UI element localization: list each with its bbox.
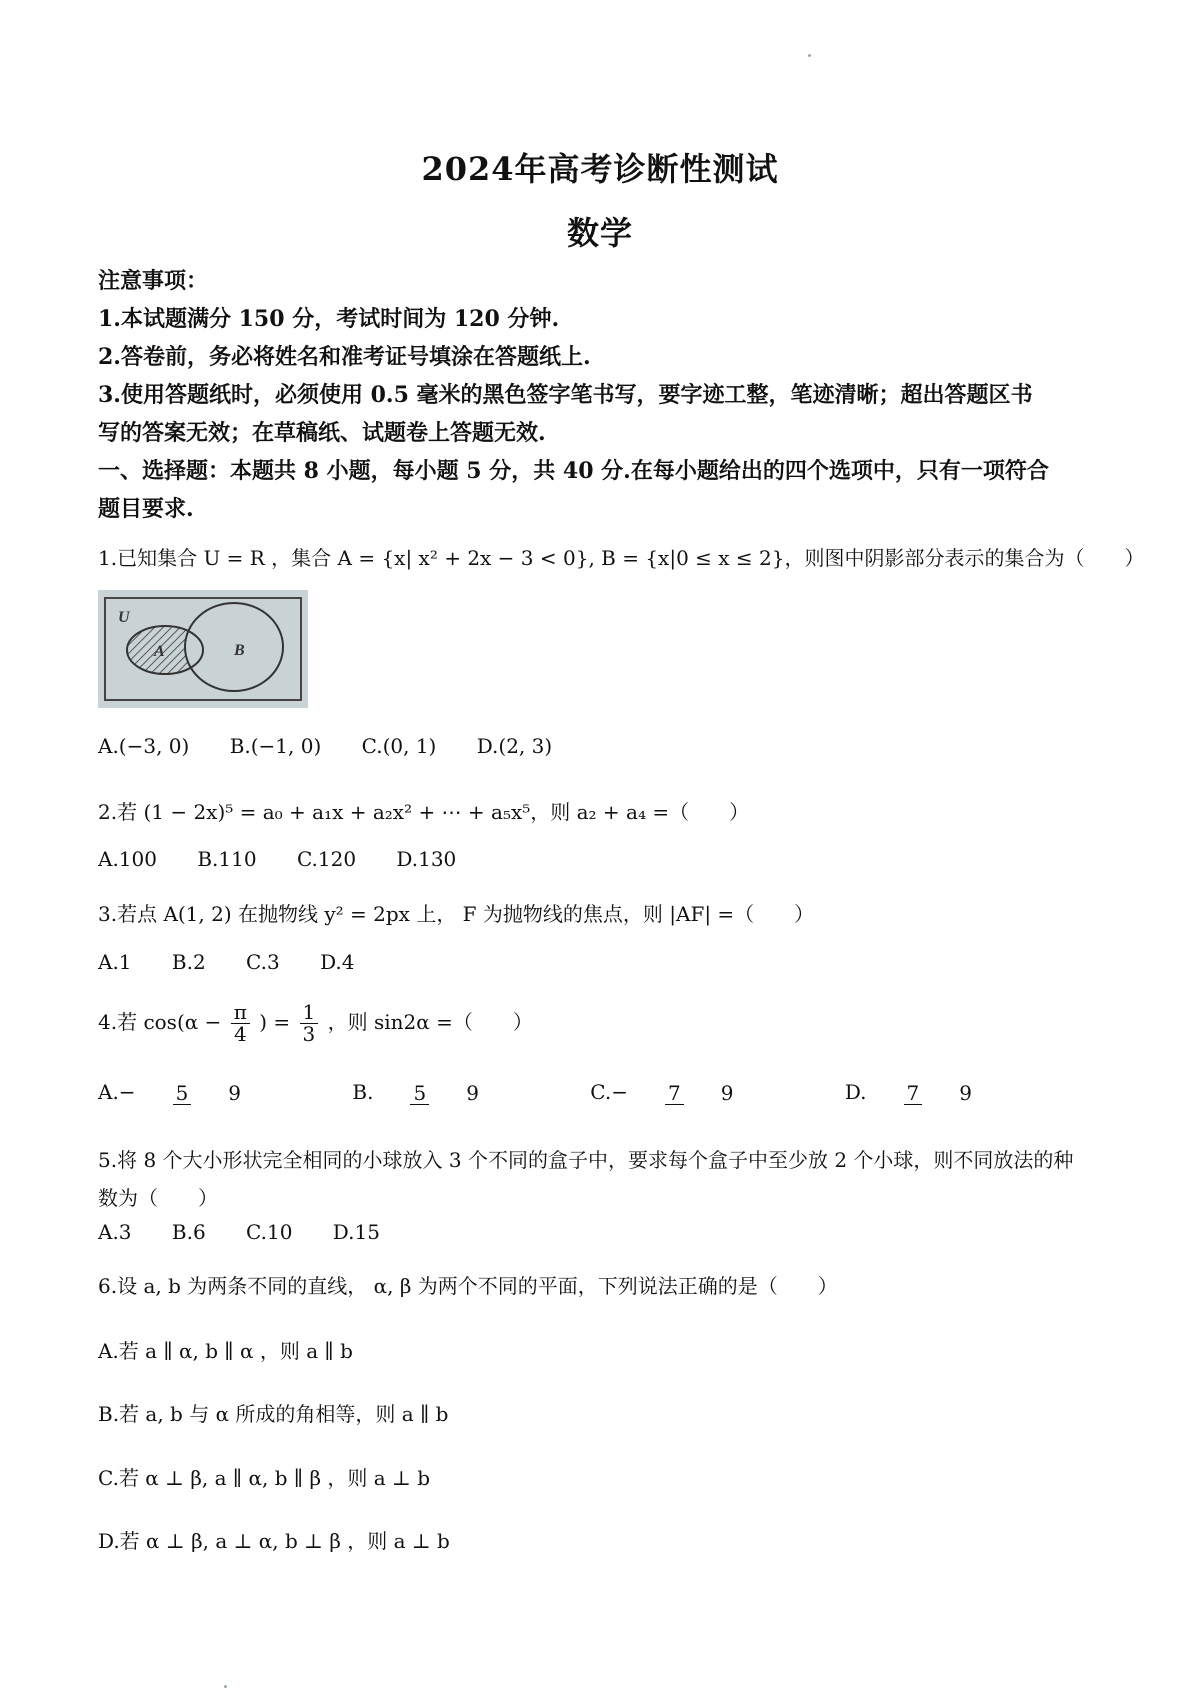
option-d-label: D. — [844, 1080, 867, 1104]
option-a: A.3 — [98, 1220, 132, 1244]
option-a-numerator: 5 — [173, 1083, 192, 1105]
option-b-label: B. — [352, 1080, 374, 1104]
question-1-options — [98, 734, 586, 758]
option-a — [98, 1080, 312, 1105]
option-b: B.(−1, 0) — [229, 734, 322, 758]
option-a-fraction — [173, 1080, 278, 1105]
q4-rhs-numerator: 1 — [300, 1002, 319, 1024]
exam-subject: 数学 — [566, 214, 633, 252]
option-c: C.3 — [246, 950, 280, 974]
scan-speck — [224, 1685, 227, 1688]
question-6-option-a: A.若 a ∥ α, b ∥ α ，则 a ∥ b — [98, 1339, 353, 1363]
q4-suffix: ，则 sin2α =（ ） — [327, 1010, 533, 1034]
q4-pi-denominator: 4 — [233, 1022, 247, 1046]
question-2-stem: 2.若 (1 − 2x)⁵ = a₀ + a₁x + a₂x² + ⋯ + a₅x⁵，则 a₂ + a₄ =（ ） — [98, 800, 750, 824]
option-b: B.6 — [171, 1220, 206, 1244]
option-c — [590, 1080, 804, 1105]
label-a: A — [154, 643, 165, 660]
question-5-line-1: 5.将 8 个大小形状完全相同的小球放入 3 个不同的盒子中，要求每个盒子中至少放 2 个小球，则不同放法的种 — [98, 1148, 1074, 1172]
question-6-option-d: D.若 α ⊥ β, a ⊥ α, b ⊥ β ，则 a ⊥ b — [98, 1529, 450, 1553]
option-b: B.2 — [171, 950, 206, 974]
exam-title: 2024年高考诊断性测试 — [421, 150, 779, 188]
question-5-options — [98, 1220, 414, 1244]
option-b-denominator: 9 — [466, 1080, 479, 1105]
notice-item-3-line-1: 3.使用答题纸时，必须使用 0.5 毫米的黑色签字笔书写，要字迹工整，笔迹清晰；超出答题区书 — [98, 382, 1033, 408]
option-c-numerator: 7 — [665, 1083, 684, 1105]
venn-diagram — [98, 590, 308, 708]
notice-item-2: 2.答卷前，务必将姓名和准考证号填涂在答题纸上. — [98, 344, 591, 370]
question-3-stem: 3.若点 A(1, 2) 在抛物线 y² = 2px 上， F 为抛物线的焦点，则 |AF| =（ ） — [98, 902, 815, 926]
option-d: D.(2, 3) — [476, 734, 553, 758]
question-3-options — [98, 950, 388, 974]
question-6-stem: 6.设 a, b 为两条不同的直线， α, β 为两个不同的平面，下列说法正确的是（ ） — [98, 1274, 838, 1298]
option-a: A.1 — [98, 950, 132, 974]
option-a-label: A.− — [98, 1080, 136, 1104]
label-u: U — [118, 609, 130, 626]
option-b: B.110 — [197, 847, 257, 871]
option-b — [352, 1080, 550, 1105]
question-6-option-c: C.若 α ⊥ β, a ∥ α, b ∥ β ，则 a ⊥ b — [98, 1466, 430, 1490]
option-c-fraction — [665, 1080, 770, 1105]
section-heading-line-2: 题目要求. — [98, 496, 194, 522]
option-d-numerator: 7 — [904, 1083, 923, 1105]
option-d — [845, 1080, 1043, 1105]
q4-pi-numerator: π — [231, 1002, 250, 1024]
q4-pi-fraction — [231, 1002, 250, 1045]
option-b-numerator: 5 — [410, 1083, 429, 1105]
notice-heading: 注意事项： — [98, 268, 209, 294]
label-b: B — [234, 642, 245, 659]
q4-mid: ) = — [259, 1010, 291, 1034]
question-6-option-b: B.若 a, b 与 α 所成的角相等，则 a ∥ b — [98, 1402, 449, 1426]
question-5-line-2: 数为（ ） — [98, 1186, 218, 1210]
option-d-denominator: 9 — [959, 1080, 972, 1105]
option-c: C.10 — [246, 1220, 293, 1244]
option-a: A.100 — [98, 847, 157, 871]
option-c: C.(0, 1) — [361, 734, 437, 758]
option-d-fraction — [904, 1080, 1009, 1105]
q4-prefix: 4.若 cos(α − — [98, 1010, 222, 1034]
notice-item-3-line-2: 写的答案无效；在草稿纸、试题卷上答题无效. — [98, 420, 546, 446]
question-4-options — [98, 1080, 1077, 1105]
question-4-stem — [98, 1002, 533, 1045]
option-d: D.15 — [332, 1220, 380, 1244]
option-d: D.4 — [320, 950, 355, 974]
scan-speck — [808, 54, 811, 57]
option-c: C.120 — [296, 847, 357, 871]
question-2-options — [98, 847, 490, 871]
option-a: A.(−3, 0) — [98, 734, 190, 758]
option-d: D.130 — [396, 847, 457, 871]
question-1-stem: 1.已知集合 U = R ，集合 A = {x| x² + 2x − 3 < 0}, B = {x|0 ≤ x ≤ 2}，则图中阴影部分表示的集合为（ ） — [98, 546, 1145, 570]
q4-rhs-denominator: 3 — [302, 1022, 316, 1046]
q4-rhs-fraction — [300, 1002, 319, 1045]
option-c-label: C.− — [590, 1080, 628, 1104]
section-heading-line-1: 一、选择题：本题共 8 小题，每小题 5 分，共 40 分.在每小题给出的四个选项中，只有一项符合 — [98, 458, 1049, 484]
notice-item-1: 1.本试题满分 150 分，考试时间为 120 分钟. — [98, 306, 560, 332]
option-c-denominator: 9 — [720, 1080, 734, 1105]
option-b-fraction — [410, 1080, 515, 1105]
option-a-denominator: 9 — [228, 1080, 242, 1105]
